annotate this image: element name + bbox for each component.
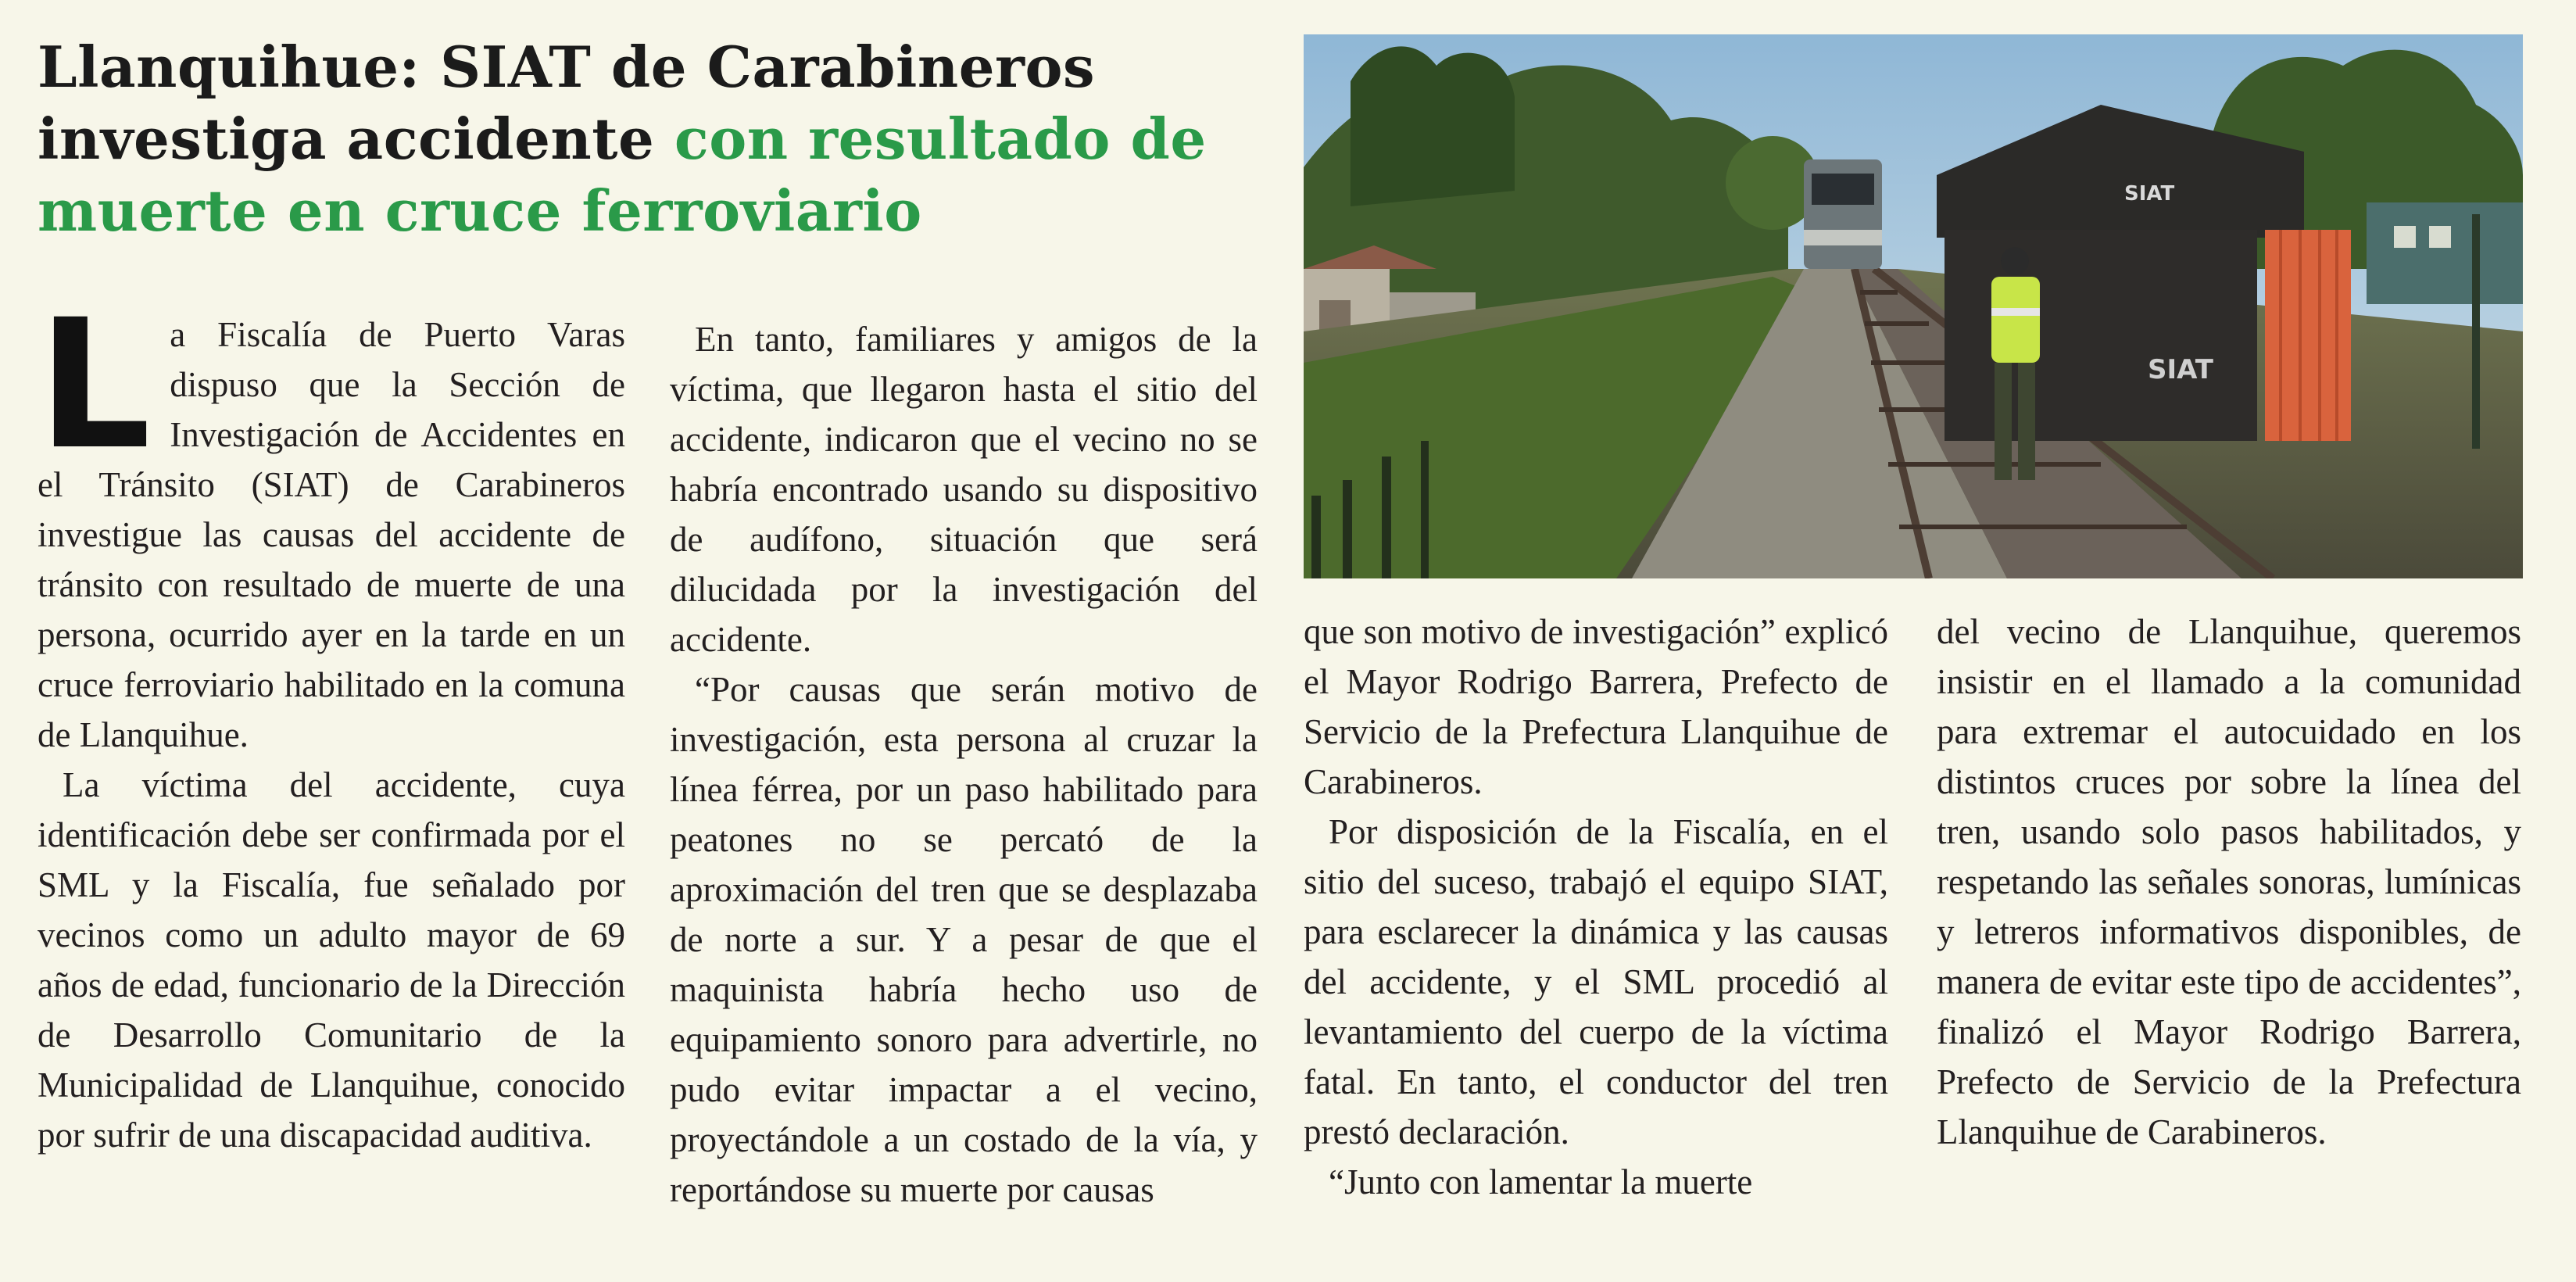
article-paragraph-4: “Por causas que serán motivo de investigación, esta persona al cruzar la línea férrea, por un paso habilitado para peatones no se percató de la aproximación del tren que se desplazaba de norte a sur. Y a pesar de que el maquinista habría hecho uso de equipamiento sonoro para advertirle, no pudo evitar impactar a el vecino, proyectándole a un costado de la vía, y reportándose su muerte por causas xyxy=(670,670,1258,1209)
drop-cap: L xyxy=(38,281,152,489)
headline-green-part: con resultado de muerte en cruce ferroviario xyxy=(38,106,1207,244)
headline-dark-part: Llanquihue: SIAT de Carabineros investiga accidente xyxy=(38,34,1096,172)
article-paragraph-6: “Junto con lamentar la muerte xyxy=(1329,1162,1753,1201)
article-column-2 xyxy=(670,314,1258,1215)
paragraph-1-text: a Fiscalía de Puerto Varas dispuso que la Sección de Investigación de Accidentes en el Tránsito (SIAT) de Carabineros investigue las causas del accidente de tránsito con resultado de muerte de una persona, ocurrido ayer en la tarde en un cruce ferroviario habilitado en la comuna de Llanquihue. xyxy=(38,315,625,754)
article-column-3 xyxy=(1304,607,1888,1207)
article-headline xyxy=(38,31,1241,247)
article-paragraph-4-continued: que son motivo de investigación” explicó el Mayor Rodrigo Barrera, Prefecto de Servicio de la Prefectura Llanquihue de Carabineros. xyxy=(1304,612,1888,801)
tent-label: SIAT xyxy=(2124,182,2175,206)
article-photo xyxy=(1304,34,2523,578)
article-paragraph-2: La víctima del accidente, cuya identificación debe ser confirmada por el SML y la Fiscalía, fue señalado por vecinos como un adulto mayor de 69 años de edad, funcionario de la Dirección de Desarrollo Comunitario de la Municipalidad de Llanquihue, conocido por sufrir de una discapacidad auditiva. xyxy=(38,765,625,1155)
article-column-4 xyxy=(1937,607,2521,1157)
photo-illustration xyxy=(1304,34,2523,578)
article-paragraph-1 xyxy=(38,281,625,760)
article-column-1 xyxy=(38,281,625,1160)
screen-label: SIAT xyxy=(2148,354,2214,385)
article-paragraph-3: En tanto, familiares y amigos de la víctima, que llegaron hasta el sitio del accidente, indicaron que el vecino no se habría encontrado usando su dispositivo de audífono, situación que será dilucidada por la investigación del accidente. xyxy=(670,320,1258,659)
article-paragraph-5: Por disposición de la Fiscalía, en el sitio del suceso, trabajó el equipo SIAT, para esclarecer la dinámica y las causas del accidente, y el SML procedió al levantamiento del cuerpo de la víctima fatal. En tanto, el conductor del tren prestó declaración. xyxy=(1304,812,1888,1151)
article-paragraph-6-continued: del vecino de Llanquihue, queremos insistir en el llamado a la comunidad para extremar el autocuidado en los distintos cruces por sobre la línea del tren, usando solo pasos habilitados, y respetando las señales sonoras, lumínicas y letreros informativos disponibles, de manera de evitar este tipo de accidentes”, finalizó el Mayor Rodrigo Barrera, Prefecto de Servicio de la Prefectura Llanquihue de Carabineros. xyxy=(1937,612,2521,1151)
